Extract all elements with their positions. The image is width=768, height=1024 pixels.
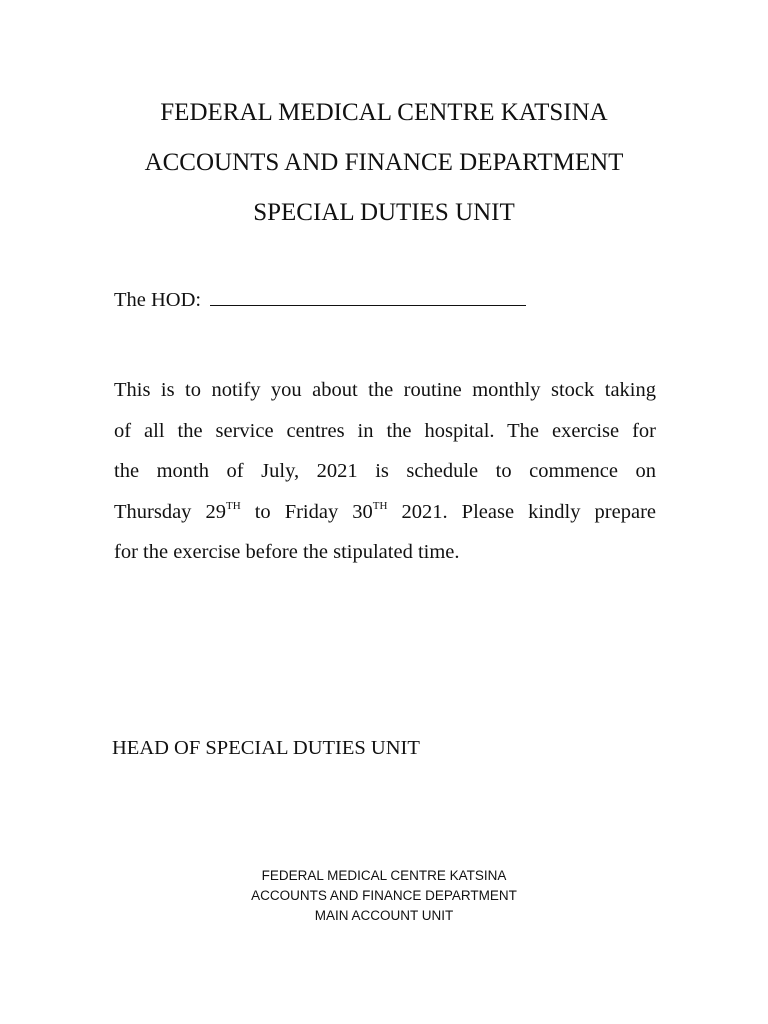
body-line-3: the month of July, 2021 is schedule to commence on <box>114 460 656 482</box>
recipient-blank-underline <box>210 285 526 306</box>
letter-header <box>0 88 768 238</box>
recipient-line <box>114 285 526 312</box>
header-institution: FEDERAL MEDICAL CENTRE KATSINA <box>160 99 608 126</box>
body-line-4-part-c: 2021. Please kindly prepare <box>387 500 656 523</box>
ordinal-superscript-2: TH <box>372 499 388 512</box>
letter-body <box>114 370 656 573</box>
body-line-1: This is to notify you about the routine monthly stock taking <box>114 379 656 401</box>
footer-institution: FEDERAL MEDICAL CENTRE KATSINA <box>261 868 507 883</box>
body-line-4-part-a: Thursday 29 <box>114 500 226 523</box>
header-unit: SPECIAL DUTIES UNIT <box>253 199 515 226</box>
ordinal-superscript-1: TH <box>225 499 241 512</box>
header-department: ACCOUNTS AND FINANCE DEPARTMENT <box>144 149 624 176</box>
footer-unit: MAIN ACCOUNT UNIT <box>314 908 454 923</box>
body-line-4-part-b: to Friday 30 <box>240 500 373 523</box>
body-line-2: of all the service centres in the hospital. The exercise for <box>114 419 656 442</box>
recipient-label: The HOD: <box>114 289 202 311</box>
letter-footer <box>0 866 768 926</box>
signature-title: HEAD OF SPECIAL DUTIES UNIT <box>112 737 420 759</box>
body-line-5: for the exercise before the stipulated time. <box>114 541 460 563</box>
footer-department: ACCOUNTS AND FINANCE DEPARTMENT <box>251 888 517 903</box>
body-line-4 <box>114 492 656 533</box>
